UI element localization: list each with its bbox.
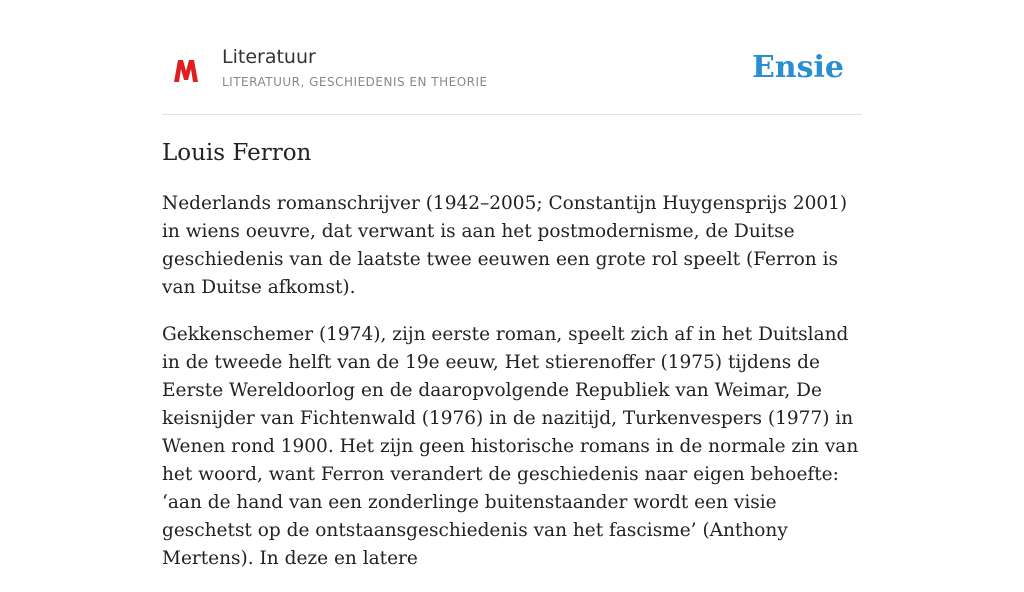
article-title: Louis Ferron [162,140,312,166]
article-paragraph: Gekkenschemer (1974), zijn eerste roman, speelt zich af in het Duitsland in de tweede helft van de 19e eeuw, Het stierenoffer (1975) tijdens de Eerste Wereldoorlog en de daaropvolgende Republiek van Weimar, De keisnijder van Fichtenwald (1976) in de nazitijd, Turkenvespers (1977) in Wenen rond 1900. Het zijn geen historische romans in de normale zin van het woord, want Ferron verandert de geschiedenis naar eigen behoefte: ‘aan de hand van een zonderlinge buitenstaander wordt een visie geschetst op de ontstaansgeschiedenis van het fascisme’ (Anthony Mertens). In deze en latere [162,324,859,569]
article-paragraph: Nederlands romanschrijver (1942–2005; Constantijn Huygensprijs 2001) in wiens oeuvre, dat verwant is aan het postmodernisme, de Duitse geschiedenis van de laatste twee eeuwen een grote rol speelt (Ferron is van Duitse afkomst). [162,193,848,298]
red-m-logo-icon[interactable] [172,56,200,86]
site-title[interactable]: Literatuur [222,46,316,68]
article [162,136,862,592]
brand-logo[interactable]: Ensie [751,50,844,85]
site-subtitle: LITERATUUR, GESCHIEDENIS EN THEORIE [222,75,488,89]
site-header [162,38,862,115]
